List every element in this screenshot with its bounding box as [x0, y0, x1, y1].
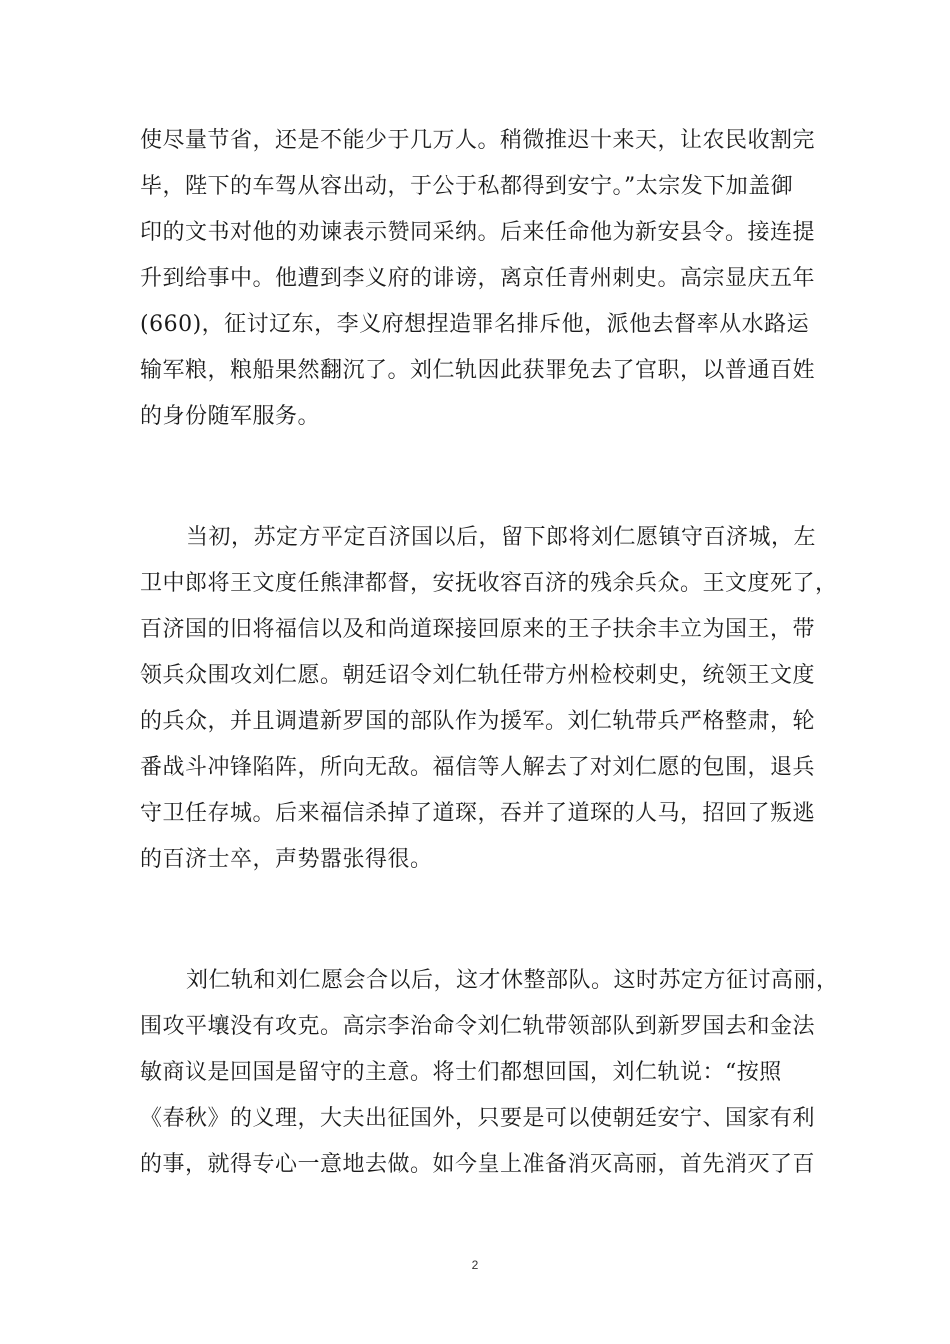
paragraph-3 [140, 958, 839, 1188]
text-line: 《春秋》的义理，大夫出征国外，只要是可以使朝廷安宁、国家有利 [140, 1106, 816, 1131]
text-line: 领兵众围攻刘仁愿。朝廷诏令刘仁轨任带方州检校刺史，统领王文度 [140, 663, 816, 688]
text-line: 的事，就得专心一意地去做。如今皇上准备消灭高丽，首先消灭了百 [140, 1152, 816, 1177]
text-line: 的百济士卒，声势嚣张得很。 [140, 847, 433, 872]
text-line: 输军粮，粮船果然翻沉了。刘仁轨因此获罪免去了官职，以普通百姓 [140, 358, 816, 383]
text-line: 百济国的旧将福信以及和尚道琛接回原来的王子扶余丰立为国王，带 [140, 617, 816, 642]
text-line: 番战斗冲锋陷阵，所向无敌。福信等人解去了对刘仁愿的包围，退兵 [140, 755, 816, 780]
paragraph-2 [140, 515, 838, 883]
text-line: 卫中郎将王文度任熊津都督，安抚收容百济的残余兵众。王文度死了， [140, 571, 838, 596]
text-line: 的身份随军服务。 [140, 404, 321, 429]
page-number: 2 [471, 1258, 479, 1272]
text-line: 敏商议是回国是留守的主意。将士们都想回国，刘仁轨说：“按照 [140, 1060, 782, 1085]
text-line: (660)，征讨辽东，李义府想捏造罪名排斥他，派他去督率从水路运 [140, 312, 810, 337]
text-line: 围攻平壤没有攻克。高宗李治命令刘仁轨带领部队到新罗国去和金法 [140, 1014, 816, 1039]
text-line: 当初，苏定方平定百济国以后，留下郎将刘仁愿镇守百济城，左 [186, 525, 817, 550]
text-line: 守卫任存城。后来福信杀掉了道琛，吞并了道琛的人马，招回了叛逃 [140, 801, 816, 826]
text-line: 刘仁轨和刘仁愿会合以后，这才休整部队。这时苏定方征讨高丽， [186, 968, 839, 993]
text-line: 毕，陛下的车驾从容出动，于公于私都得到安宁。”太宗发下加盖御 [140, 174, 794, 199]
text-line: 升到给事中。他遭到李义府的诽谤，离京任青州刺史。高宗显庆五年 [140, 266, 816, 291]
text-line: 印的文书对他的劝谏表示赞同采纳。后来任命他为新安县令。接连提 [140, 220, 816, 245]
paragraph-1 [140, 118, 830, 440]
text-line: 的兵众，并且调遣新罗国的部队作为援军。刘仁轨带兵严格整肃，轮 [140, 709, 816, 734]
text-line: 使尽量节省，还是不能少于几万人。稍微推迟十来天，让农民收割完 [140, 128, 816, 153]
